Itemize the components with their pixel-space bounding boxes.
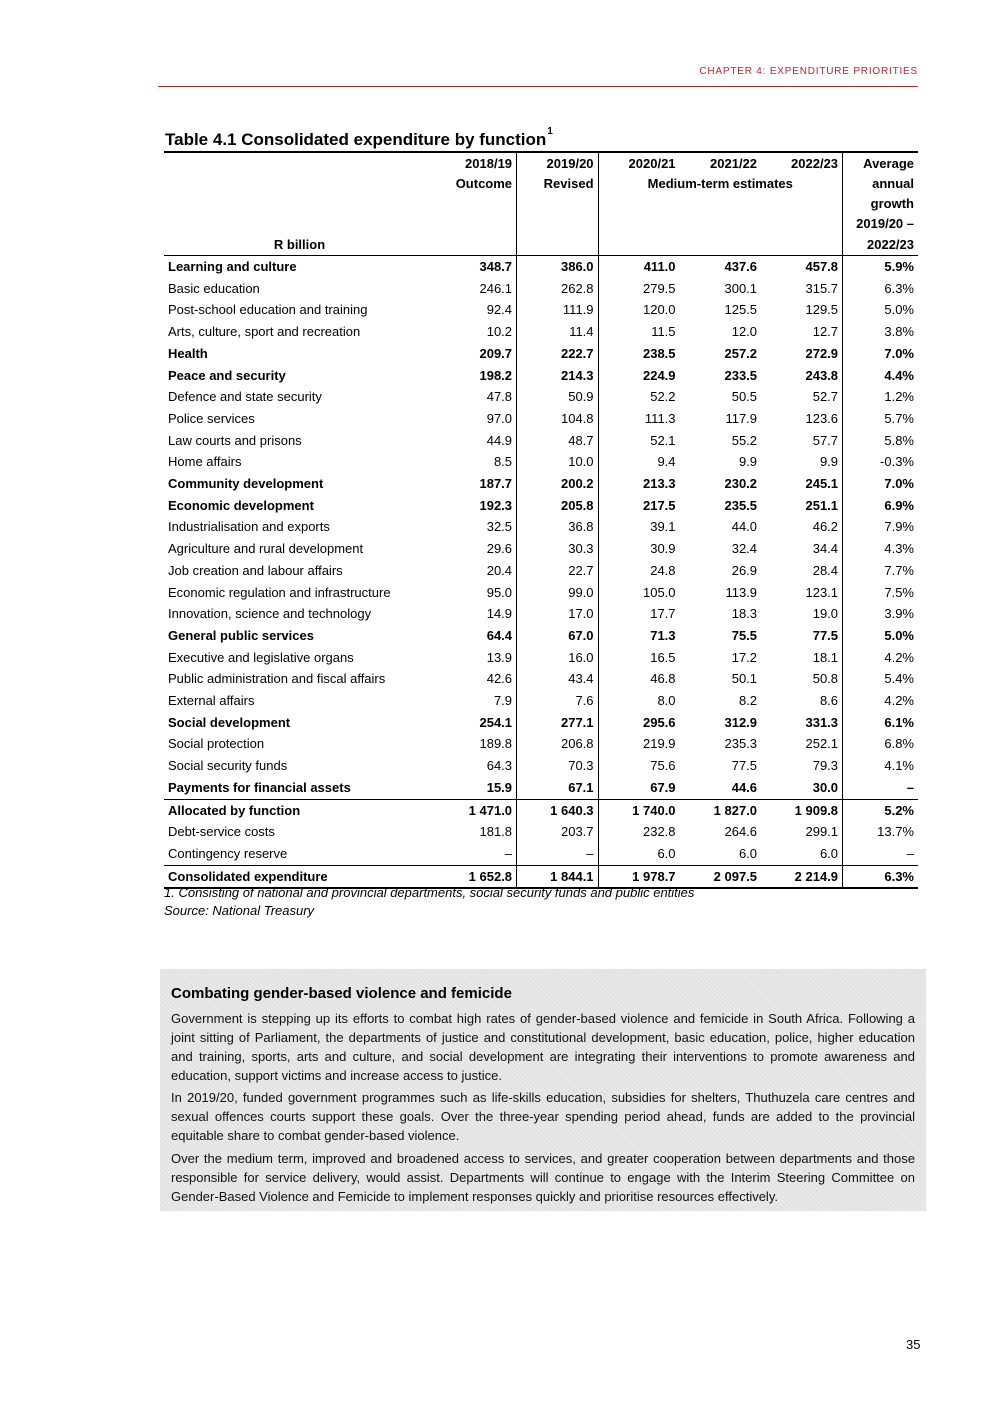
cell-value: 7.5% bbox=[843, 582, 918, 604]
table-row bbox=[164, 321, 918, 343]
col-medium-term-estimates: Medium-term estimates bbox=[598, 174, 843, 194]
cell-value: 55.2 bbox=[731, 432, 758, 448]
table-title bbox=[165, 126, 553, 150]
cell-value: 47.8 bbox=[486, 389, 513, 405]
cell-value: 50.9 bbox=[517, 386, 599, 408]
cell-value: 348.7 bbox=[435, 256, 517, 278]
row-label: Industrialisation and exports bbox=[168, 519, 330, 535]
cell-value: 44.9 bbox=[486, 432, 513, 448]
col-revised: Revised bbox=[517, 174, 599, 194]
cell-value: 235.3 bbox=[724, 736, 758, 752]
cell-value: 386.0 bbox=[517, 256, 599, 278]
cell-value: 20.4 bbox=[486, 562, 513, 578]
cell-value: 17.7 bbox=[598, 603, 680, 625]
table-row bbox=[164, 625, 918, 647]
table-row bbox=[164, 365, 918, 387]
row-label: Innovation, science and technology bbox=[168, 606, 372, 622]
cell-value: 67.9 bbox=[598, 777, 680, 799]
row-label: Executive and legislative organs bbox=[168, 649, 354, 665]
row-label: Basic education bbox=[168, 280, 260, 296]
cell-value: 205.8 bbox=[517, 495, 599, 517]
cell-value: 5.8% bbox=[843, 430, 918, 452]
cell-value: 230.2 bbox=[724, 476, 758, 492]
box-paragraph-2: In 2019/20, funded government programmes such as life-skills education, subsidies for shelters, Thuthuzela care centres and sexual offences courts support these goals. Over the three-year spending period ahead, funds are added to the provincial equitable share to combat gender-based violence. bbox=[171, 1090, 915, 1143]
table-notes bbox=[164, 884, 694, 920]
cell-value: 120.0 bbox=[598, 299, 680, 321]
row-label: Payments for financial assets bbox=[168, 779, 351, 795]
cell-value: 245.1 bbox=[805, 476, 839, 492]
cell-value: 238.5 bbox=[598, 343, 680, 365]
cell-value: 8.5 bbox=[493, 454, 513, 470]
cell-value: 5.9% bbox=[843, 256, 918, 278]
cell-value: 48.7 bbox=[517, 430, 599, 452]
cell-value: 64.4 bbox=[486, 627, 513, 643]
cell-value: 67.1 bbox=[517, 777, 599, 799]
cell-value: 105.0 bbox=[598, 582, 680, 604]
cell-value: 42.6 bbox=[486, 671, 513, 687]
cell-value: 32.5 bbox=[486, 519, 513, 535]
cell-value: 17.2 bbox=[731, 649, 758, 665]
cell-value: 129.5 bbox=[805, 302, 839, 318]
row-label: Contingency reserve bbox=[168, 845, 288, 861]
cell-value: 75.6 bbox=[598, 755, 680, 777]
table-row bbox=[164, 690, 918, 712]
cell-value: 235.5 bbox=[724, 497, 758, 513]
table-body bbox=[164, 256, 918, 889]
cell-value: 1 652.8 bbox=[435, 865, 517, 888]
cell-value: 5.0% bbox=[843, 625, 918, 647]
cell-value: 50.8 bbox=[812, 671, 839, 687]
row-label: External affairs bbox=[168, 693, 255, 709]
cell-value: 30.9 bbox=[598, 538, 680, 560]
row-label: Health bbox=[168, 345, 208, 361]
col-outcome: Outcome bbox=[455, 176, 513, 191]
row-label: Consolidated expenditure bbox=[164, 865, 435, 888]
cell-value: 5.0% bbox=[843, 299, 918, 321]
row-label: Community development bbox=[168, 476, 324, 492]
cell-value: 123.1 bbox=[805, 584, 839, 600]
col-average-line-4: 2019/20 – bbox=[843, 214, 918, 234]
row-label: Debt-service costs bbox=[168, 824, 275, 840]
cell-value: 77.5 bbox=[731, 758, 758, 774]
table-row bbox=[164, 733, 918, 755]
footnote: 1. Consisting of national and provincial departments, social security funds and public entities bbox=[164, 885, 695, 900]
box-paragraph-3: Over the medium term, improved and broadened access to services, and greater cooperation between departments and those responsible for service delivery, would assist. Departments will continue to engage with the Interim Steering Committee on Gender-Based Violence and Femicide to implement responses quickly and prioritise resources effectively. bbox=[171, 1151, 915, 1204]
cell-value: 6.9% bbox=[843, 495, 918, 517]
cell-value: 16.0 bbox=[517, 647, 599, 669]
row-label: Social protection bbox=[168, 736, 265, 752]
cell-value: 4.1% bbox=[843, 755, 918, 777]
cell-value: 222.7 bbox=[517, 343, 599, 365]
page-number: 35 bbox=[906, 1337, 921, 1352]
cell-value: 315.7 bbox=[805, 280, 839, 296]
table-row bbox=[164, 473, 918, 495]
box-title: Combating gender-based violence and femicide bbox=[171, 985, 512, 1002]
table-row bbox=[164, 560, 918, 582]
cell-value: 29.6 bbox=[486, 541, 513, 557]
row-label: Police services bbox=[168, 410, 255, 426]
cell-value: 111.3 bbox=[598, 408, 680, 430]
cell-value: 257.2 bbox=[724, 345, 758, 361]
table-row bbox=[164, 712, 918, 734]
cell-value: 28.4 bbox=[812, 562, 839, 578]
cell-value: 117.9 bbox=[725, 410, 758, 426]
cell-value: 295.6 bbox=[598, 712, 680, 734]
cell-value: 254.1 bbox=[479, 714, 513, 730]
row-label: Home affairs bbox=[168, 454, 242, 470]
row-label: Social security funds bbox=[168, 758, 288, 774]
cell-value: 233.5 bbox=[724, 367, 758, 383]
cell-value: 251.1 bbox=[805, 497, 839, 513]
cell-value: 3.9% bbox=[843, 603, 918, 625]
row-label: Social development bbox=[168, 714, 291, 730]
table-row bbox=[164, 821, 918, 843]
cell-value: 26.9 bbox=[731, 562, 758, 578]
cell-value: 6.8% bbox=[843, 733, 918, 755]
row-label: Post-school education and training bbox=[168, 302, 368, 318]
cell-value: 50.1 bbox=[731, 671, 758, 687]
table-row bbox=[164, 386, 918, 408]
cell-value: – bbox=[843, 777, 918, 799]
cell-value: 13.9 bbox=[486, 649, 513, 665]
cell-value: 10.0 bbox=[517, 451, 599, 473]
cell-value: 71.3 bbox=[598, 625, 680, 647]
cell-value: 246.1 bbox=[479, 280, 513, 296]
cell-value: 14.9 bbox=[486, 606, 513, 622]
table-header bbox=[164, 153, 918, 256]
cell-value: – bbox=[517, 843, 599, 865]
cell-value: 32.4 bbox=[731, 541, 758, 557]
cell-value: 19.0 bbox=[812, 606, 839, 622]
cell-value: 299.1 bbox=[805, 824, 839, 840]
cell-value: 4.2% bbox=[843, 690, 918, 712]
cell-value: 206.8 bbox=[517, 733, 599, 755]
cell-value: 12.0 bbox=[731, 324, 758, 340]
cell-value: 189.8 bbox=[479, 736, 513, 752]
col-average-line-1: Average bbox=[843, 153, 918, 174]
cell-value: 209.7 bbox=[479, 345, 513, 361]
gbv-info-box bbox=[160, 969, 926, 1211]
cell-value: 7.0% bbox=[843, 473, 918, 495]
row-label: Job creation and labour affairs bbox=[168, 562, 343, 578]
cell-value: 18.3 bbox=[731, 606, 758, 622]
cell-value: – bbox=[504, 845, 513, 861]
table-row bbox=[164, 603, 918, 625]
table-row bbox=[164, 668, 918, 690]
cell-value: 7.6 bbox=[517, 690, 599, 712]
cell-value: 262.8 bbox=[517, 278, 599, 300]
cell-value: 272.9 bbox=[805, 345, 839, 361]
table-row bbox=[164, 647, 918, 669]
cell-value: 279.5 bbox=[598, 278, 680, 300]
unit-label: R billion bbox=[164, 234, 435, 256]
col-2022-23: 2022/23 bbox=[791, 156, 839, 171]
cell-value: 67.0 bbox=[517, 625, 599, 647]
cell-value: 219.9 bbox=[598, 733, 680, 755]
cell-value: 5.7% bbox=[843, 408, 918, 430]
table-row bbox=[164, 299, 918, 321]
cell-value: 12.7 bbox=[812, 324, 839, 340]
cell-value: – bbox=[843, 843, 918, 865]
col-average-line-3: growth bbox=[843, 194, 918, 214]
cell-value: 36.8 bbox=[517, 516, 599, 538]
cell-value: 7.0% bbox=[843, 343, 918, 365]
row-label: Peace and security bbox=[168, 367, 286, 383]
cell-value: 5.4% bbox=[843, 668, 918, 690]
cell-value: 44.0 bbox=[731, 519, 758, 535]
cell-value: 123.6 bbox=[805, 410, 839, 426]
col-average-line-2: annual bbox=[843, 174, 918, 194]
cell-value: 1 640.3 bbox=[517, 799, 599, 821]
cell-value: 1 978.7 bbox=[598, 865, 680, 888]
box-paragraph-1: Government is stepping up its efforts to combat high rates of gender-based violence and femicide in South Africa. Following a joint sitting of Parliament, the departments of justice and constitutional development, basic education, police, higher education and training, sports, arts and culture, and social development are integrating their interventions to promote awareness and education, support victims and increase access to justice. bbox=[171, 1011, 915, 1083]
table-row bbox=[164, 451, 918, 473]
cell-value: 52.2 bbox=[598, 386, 680, 408]
cell-value: 4.3% bbox=[843, 538, 918, 560]
cell-value: 1 827.0 bbox=[680, 799, 762, 821]
cell-value: 16.5 bbox=[598, 647, 680, 669]
cell-value: 99.0 bbox=[517, 582, 599, 604]
cell-value: 30.3 bbox=[517, 538, 599, 560]
cell-value: 7.9 bbox=[493, 693, 513, 709]
cell-value: 34.4 bbox=[812, 541, 839, 557]
cell-value: 181.8 bbox=[479, 824, 513, 840]
cell-value: 6.3% bbox=[843, 865, 918, 888]
cell-value: 125.5 bbox=[724, 302, 758, 318]
table-row bbox=[164, 495, 918, 517]
cell-value: 10.2 bbox=[486, 324, 513, 340]
cell-value: 8.2 bbox=[738, 693, 758, 709]
cell-value: 6.0 bbox=[819, 845, 839, 861]
cell-value: 7.9% bbox=[843, 516, 918, 538]
col-2019-20: 2019/20 bbox=[517, 153, 599, 174]
cell-value: 1 740.0 bbox=[598, 799, 680, 821]
table-row bbox=[164, 430, 918, 452]
table-row bbox=[164, 582, 918, 604]
cell-value: 4.4% bbox=[843, 365, 918, 387]
cell-value: 46.2 bbox=[812, 519, 839, 535]
cell-value: 43.4 bbox=[517, 668, 599, 690]
cell-value: 39.1 bbox=[598, 516, 680, 538]
expenditure-table bbox=[164, 153, 918, 889]
cell-value: 15.9 bbox=[486, 779, 513, 795]
cell-value: 18.1 bbox=[812, 649, 839, 665]
row-label: Allocated by function bbox=[164, 799, 435, 821]
cell-value: 213.3 bbox=[598, 473, 680, 495]
table-row bbox=[164, 843, 918, 865]
cell-value: 92.4 bbox=[486, 302, 513, 318]
cell-value: 70.3 bbox=[517, 755, 599, 777]
source-note: Source: National Treasury bbox=[164, 903, 315, 918]
cell-value: 331.3 bbox=[805, 714, 839, 730]
cell-value: 22.7 bbox=[517, 560, 599, 582]
row-label: Arts, culture, sport and recreation bbox=[168, 324, 361, 340]
col-average-line-5: 2022/23 bbox=[843, 234, 918, 256]
cell-value: 30.0 bbox=[812, 779, 839, 795]
row-label: Learning and culture bbox=[164, 256, 435, 278]
row-label: Public administration and fiscal affairs bbox=[168, 671, 386, 687]
cell-value: 8.6 bbox=[819, 693, 839, 709]
cell-value: 6.0 bbox=[738, 845, 758, 861]
cell-value: 312.9 bbox=[724, 714, 758, 730]
cell-value: 52.7 bbox=[812, 389, 839, 405]
cell-value: 24.8 bbox=[598, 560, 680, 582]
cell-value: 411.0 bbox=[598, 256, 680, 278]
cell-value: 95.0 bbox=[486, 584, 513, 600]
table-row bbox=[164, 799, 918, 821]
cell-value: 5.2% bbox=[843, 799, 918, 821]
table-row bbox=[164, 256, 918, 278]
table-row bbox=[164, 755, 918, 777]
cell-value: 232.8 bbox=[598, 821, 680, 843]
table-title-footnote-marker: 1 bbox=[547, 126, 553, 138]
cell-value: 2 214.9 bbox=[761, 865, 843, 888]
cell-value: 224.9 bbox=[598, 365, 680, 387]
col-2021-22: 2021/22 bbox=[710, 156, 758, 171]
cell-value: 50.5 bbox=[731, 389, 758, 405]
cell-value: 9.9 bbox=[738, 454, 758, 470]
row-label: Economic regulation and infrastructure bbox=[168, 584, 391, 600]
cell-value: 4.2% bbox=[843, 647, 918, 669]
cell-value: 437.6 bbox=[680, 256, 762, 278]
cell-value: 9.4 bbox=[598, 451, 680, 473]
cell-value: 7.7% bbox=[843, 560, 918, 582]
cell-value: 75.5 bbox=[731, 627, 758, 643]
row-label: Agriculture and rural development bbox=[168, 541, 364, 557]
cell-value: 46.8 bbox=[598, 668, 680, 690]
cell-value: 11.4 bbox=[517, 321, 599, 343]
cell-value: 203.7 bbox=[517, 821, 599, 843]
cell-value: 252.1 bbox=[805, 736, 839, 752]
cell-value: 264.6 bbox=[724, 824, 758, 840]
row-label: Law courts and prisons bbox=[168, 432, 302, 448]
cell-value: 300.1 bbox=[724, 280, 758, 296]
cell-value: 77.5 bbox=[812, 627, 839, 643]
row-label: Defence and state security bbox=[168, 389, 322, 405]
cell-value: 64.3 bbox=[486, 758, 513, 774]
cell-value: 104.8 bbox=[517, 408, 599, 430]
cell-value: 13.7% bbox=[843, 821, 918, 843]
cell-value: 6.0 bbox=[598, 843, 680, 865]
cell-value: 8.0 bbox=[598, 690, 680, 712]
cell-value: 457.8 bbox=[761, 256, 843, 278]
cell-value: 17.0 bbox=[517, 603, 599, 625]
header-rule bbox=[158, 86, 918, 87]
table-row bbox=[164, 516, 918, 538]
cell-value: 192.3 bbox=[479, 497, 513, 513]
row-label: Economic development bbox=[168, 497, 314, 513]
row-label: General public services bbox=[168, 627, 314, 643]
cell-value: 9.9 bbox=[819, 454, 839, 470]
cell-value: 217.5 bbox=[598, 495, 680, 517]
cell-value: 198.2 bbox=[479, 367, 513, 383]
cell-value: -0.3% bbox=[843, 451, 918, 473]
cell-value: 6.3% bbox=[843, 278, 918, 300]
cell-value: 1 844.1 bbox=[517, 865, 599, 888]
cell-value: 79.3 bbox=[812, 758, 839, 774]
cell-value: 1 909.8 bbox=[761, 799, 843, 821]
cell-value: 2 097.5 bbox=[680, 865, 762, 888]
cell-value: 277.1 bbox=[517, 712, 599, 734]
cell-value: 111.9 bbox=[517, 299, 599, 321]
cell-value: 1.2% bbox=[843, 386, 918, 408]
cell-value: 52.1 bbox=[598, 430, 680, 452]
table-row bbox=[164, 777, 918, 799]
cell-value: 214.3 bbox=[517, 365, 599, 387]
cell-value: 6.1% bbox=[843, 712, 918, 734]
cell-value: 57.7 bbox=[812, 432, 839, 448]
col-2018-19: 2018/19 bbox=[465, 156, 513, 171]
table-title-text: Table 4.1 Consolidated expenditure by function bbox=[165, 130, 547, 149]
cell-value: 200.2 bbox=[517, 473, 599, 495]
table-row bbox=[164, 538, 918, 560]
cell-value: 11.5 bbox=[598, 321, 680, 343]
cell-value: 113.9 bbox=[725, 584, 758, 600]
cell-value: 44.6 bbox=[731, 779, 758, 795]
cell-value: 187.7 bbox=[479, 476, 513, 492]
cell-value: 243.8 bbox=[805, 367, 839, 383]
chapter-header: CHAPTER 4: EXPENDITURE PRIORITIES bbox=[699, 66, 918, 77]
cell-value: 1 471.0 bbox=[435, 799, 517, 821]
cell-value: 3.8% bbox=[843, 321, 918, 343]
cell-value: 97.0 bbox=[486, 410, 513, 426]
table-row bbox=[164, 278, 918, 300]
table-row bbox=[164, 408, 918, 430]
col-2020-21: 2020/21 bbox=[598, 153, 680, 174]
table-row bbox=[164, 343, 918, 365]
